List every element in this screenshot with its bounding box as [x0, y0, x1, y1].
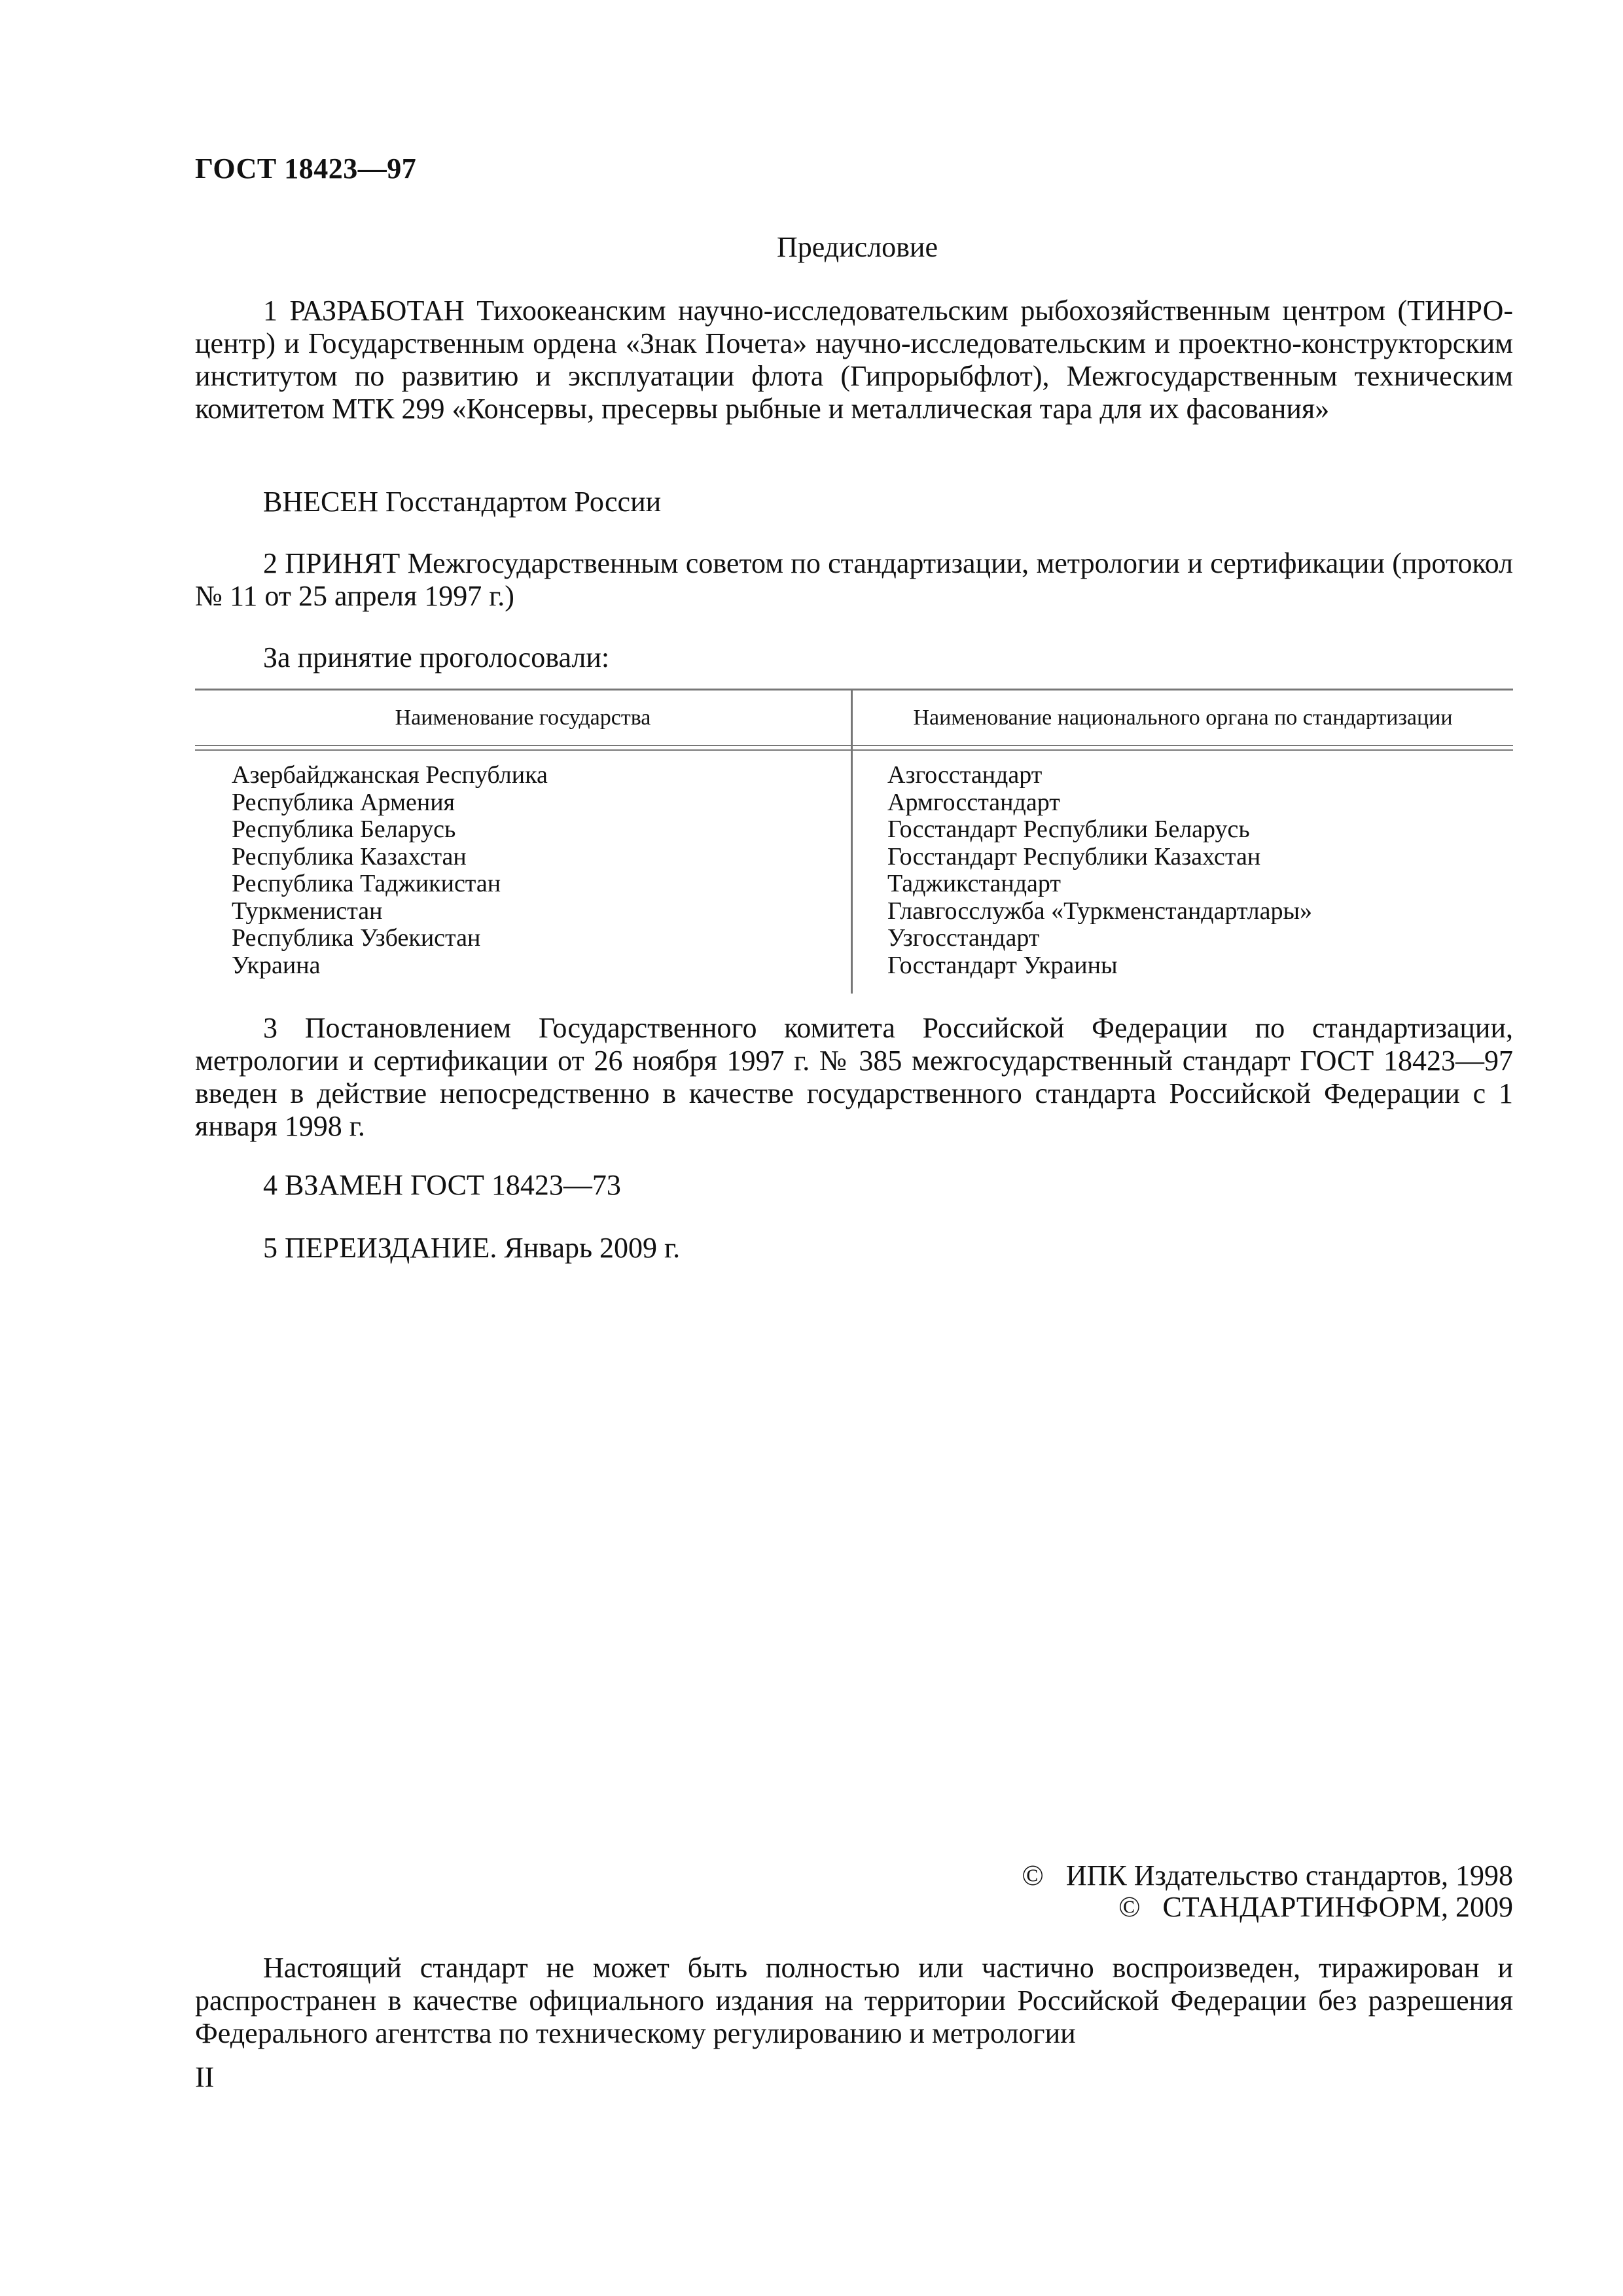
table-cell-state: Республика Узбекистан [232, 924, 481, 952]
table-cell-state: Республика Беларусь [232, 816, 456, 843]
table-cell-body: Азгосстандарт [887, 761, 1043, 789]
table-header-body: Наименование национального органа по стандартизации [913, 706, 1453, 730]
preface-item-3: 3 Постановлением Государственного комитета Российской Федерации по стандартизации, метрологии и сертификации от 26 ноября 1997 г. № 385 межгосударственный стандарт ГОСТ 18423—97 введен в действие непосредственно в качестве государственного стандарта Российской Федерации с 1 января 1998 г. [195, 1012, 1513, 1142]
copyright-text-1: ИПК Издательство стандартов, 1998 [1065, 1859, 1513, 1892]
table-cell-state: Республика Казахстан [232, 842, 467, 870]
reproduction-notice: Настоящий стандарт не может быть полностью или частично воспроизведен, тиражирован и распространен в качестве официального издания на территории Российской Федерации без разрешения Федерального агентства по техническому регулированию и метрологии [195, 1952, 1513, 2049]
table-column-states [232, 762, 548, 979]
table-header-state: Наименование государства [395, 706, 651, 730]
preface-item-5: 5 ПЕРЕИЗДАНИЕ. Январь 2009 г. [263, 1232, 681, 1264]
preface-introduced: ВНЕСЕН Госстандартом России [263, 486, 662, 518]
preface-item-4: 4 ВЗАМЕН ГОСТ 18423—73 [263, 1169, 621, 1201]
preface-item-1: 1 РАЗРАБОТАН Тихоокеанским научно-исследовательским рыбохозяйственным центром (ТИНРО-центр) и Государственным ордена «Знак Почета» научно-исследовательским и проектно-конструкторским институтом по развитию и эксплуатации флота (Гипрорыбфлот), Межгосударственным техническим комитетом МТК 299 «Консервы, пресервы рыбные и металлическая тара для их фасования» [195, 295, 1513, 425]
table-cell-state: Туркменистан [232, 897, 383, 925]
table-cell-body: Госстандарт Украины [887, 951, 1118, 979]
table-cell-body: Госстандарт Республики Беларусь [887, 816, 1250, 843]
copyright-line-2 [1118, 1890, 1513, 1924]
table-cell-state: Республика Армения [232, 788, 455, 816]
table-cell-body: Госстандарт Республики Казахстан [887, 842, 1261, 870]
copyright-symbol: © [1022, 1859, 1044, 1892]
page-number: II [195, 2061, 215, 2093]
vote-intro: За принятие проголосовали: [263, 641, 610, 673]
copyright-symbol: © [1118, 1891, 1141, 1923]
table-cell-state: Азербайджанская Республика [232, 761, 548, 789]
table-column-bodies [887, 762, 1312, 979]
table-cell-state: Республика Таджикистан [232, 870, 501, 897]
table-column-divider [851, 689, 853, 994]
preface-item-2: 2 ПРИНЯТ Межгосударственным советом по стандартизации, метрологии и сертификации (протокол № 11 от 25 апреля 1997 г.) [195, 547, 1513, 612]
table-header-rule-double [195, 749, 1513, 751]
standard-code: ГОСТ 18423—97 [195, 152, 417, 185]
table-cell-body: Главгосслужба «Туркменстандартлары» [887, 897, 1313, 925]
table-cell-body: Таджикстандарт [887, 870, 1061, 897]
copyright-text-2: СТАНДАРТИНФОРМ, 2009 [1162, 1891, 1513, 1923]
table-cell-body: Армгосстандарт [887, 788, 1060, 816]
copyright-line-1 [1022, 1859, 1513, 1892]
table-cell-body: Узгосстандарт [887, 924, 1040, 952]
table-top-rule [195, 689, 1513, 691]
vote-table [195, 689, 1513, 994]
preface-heading: Предисловие [777, 231, 938, 263]
table-header-rule [195, 745, 1513, 746]
table-cell-state: Украина [232, 951, 321, 979]
